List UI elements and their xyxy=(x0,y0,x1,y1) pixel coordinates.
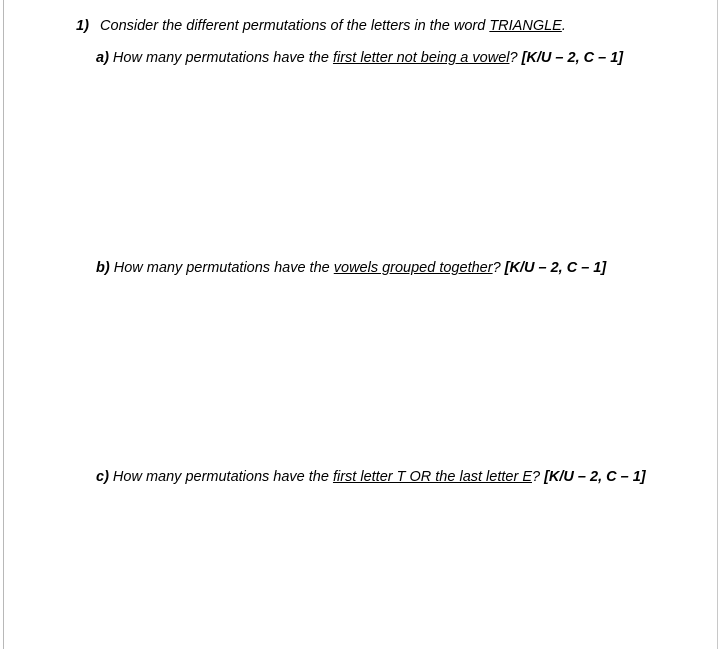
part-a xyxy=(96,49,623,67)
part-a-prefix: How many permutations have the xyxy=(108,50,333,66)
part-a-label: a) xyxy=(96,50,109,66)
part-c-condition: first letter T OR the last letter E xyxy=(332,469,532,485)
question-1 xyxy=(76,17,566,35)
part-a-suffix: ? xyxy=(509,50,522,66)
question-word: TRIANGLE xyxy=(489,18,562,34)
part-c-marks: [K/U – 2, C – 1] xyxy=(544,469,646,485)
question-period: . xyxy=(561,18,566,34)
part-b-condition: vowels grouped together xyxy=(333,260,493,276)
question-number: 1) xyxy=(76,18,89,34)
part-b-suffix: ? xyxy=(492,260,505,276)
part-c-label: c) xyxy=(96,469,109,485)
part-b xyxy=(96,259,606,277)
part-a-condition: first letter not being a vowel xyxy=(332,50,510,66)
part-c xyxy=(96,468,646,486)
part-b-label: b) xyxy=(96,260,110,276)
page-left-border xyxy=(3,0,4,649)
part-b-prefix: How many permutations have the xyxy=(109,260,334,276)
part-c-suffix: ? xyxy=(532,469,545,485)
page-right-border xyxy=(717,0,718,649)
part-b-marks: [K/U – 2, C – 1] xyxy=(504,260,607,276)
part-a-marks: [K/U – 2, C – 1] xyxy=(521,50,624,66)
question-text: Consider the different permutations of the letters in the word xyxy=(100,18,490,34)
part-c-prefix: How many permutations have the xyxy=(108,469,333,485)
